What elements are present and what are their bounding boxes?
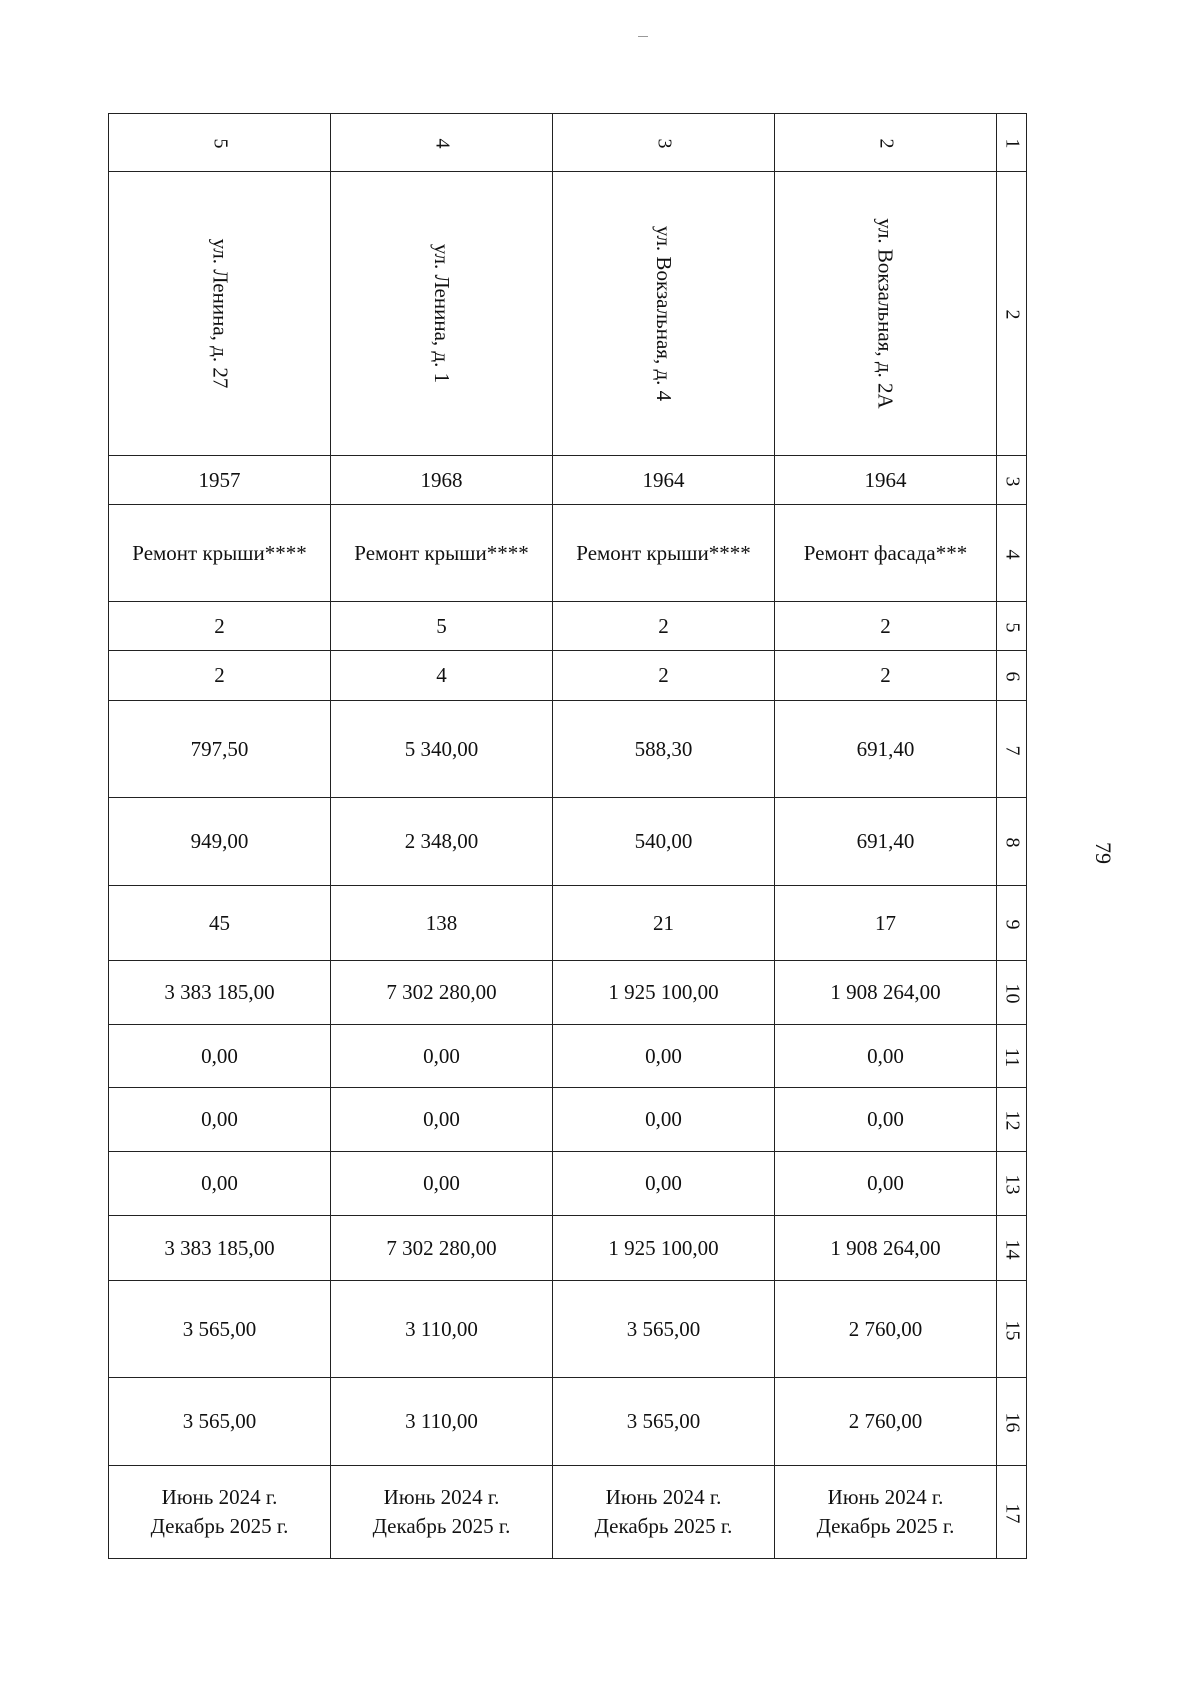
table-cell: 0,00: [331, 1088, 553, 1152]
rotated-text: ул. Ленина, д. 1: [429, 243, 454, 384]
table-cell: 7 302 280,00: [331, 961, 553, 1025]
table-cell: Ремонт крыши****: [331, 505, 553, 602]
table-row: [109, 701, 1027, 798]
column-number: [997, 1281, 1027, 1378]
column-number-label: 5: [1001, 622, 1023, 632]
repair-table: [108, 113, 1027, 1559]
column-number: [997, 1466, 1027, 1559]
table-cell: 2: [109, 651, 331, 701]
table-cell: 797,50: [109, 701, 331, 798]
table-cell: 5 340,00: [331, 701, 553, 798]
table-cell: 2 348,00: [331, 798, 553, 886]
cell-line: Июнь 2024 г.: [161, 1485, 278, 1509]
column-number: [997, 1152, 1027, 1216]
table-cell: [331, 114, 553, 172]
table-cell: 0,00: [775, 1152, 997, 1216]
table-cell: 3 565,00: [553, 1378, 775, 1466]
table-cell: 2: [775, 651, 997, 701]
scan-mark: [638, 36, 648, 37]
column-number: [997, 1088, 1027, 1152]
table-cell: 2 760,00: [775, 1281, 997, 1378]
table-row: [109, 1088, 1027, 1152]
table-cell: 5: [331, 602, 553, 651]
table-cell: 3 383 185,00: [109, 1216, 331, 1281]
cell-line: Июнь 2024 г.: [383, 1485, 500, 1509]
page-number: 79: [1091, 842, 1116, 864]
table-cell: [331, 172, 553, 456]
table-row: [109, 651, 1027, 701]
column-number-label: 9: [1001, 919, 1023, 929]
column-number-label: 15: [1001, 1320, 1023, 1340]
table-cell: 3 565,00: [109, 1281, 331, 1378]
table-cell: 2: [553, 602, 775, 651]
column-number: [997, 798, 1027, 886]
table-cell: 3 565,00: [109, 1378, 331, 1466]
column-number-label: 13: [1001, 1174, 1023, 1195]
rotated-text: ул. Ленина, д. 27: [207, 238, 232, 389]
column-number: [997, 1025, 1027, 1088]
cell-line: Июнь 2024 г.: [605, 1485, 722, 1509]
table-cell: 0,00: [775, 1088, 997, 1152]
rotated-text: 4: [431, 138, 453, 149]
column-number-label: 10: [1001, 983, 1023, 1004]
table-cell: 7 302 280,00: [331, 1216, 553, 1281]
table-cell: 0,00: [109, 1152, 331, 1216]
table-cell: 0,00: [109, 1088, 331, 1152]
table-row: [109, 1378, 1027, 1466]
table-cell: 3 565,00: [553, 1281, 775, 1378]
column-number: [997, 114, 1027, 172]
table-cell: [775, 1466, 997, 1559]
table-row: [109, 798, 1027, 886]
column-number-label: 8: [1001, 837, 1023, 848]
table-cell: 691,40: [775, 798, 997, 886]
table-cell: 1 908 264,00: [775, 1216, 997, 1281]
table-cell: 138: [331, 886, 553, 961]
column-number-label: 2: [1001, 309, 1023, 320]
column-number-label: 11: [1000, 1047, 1023, 1067]
table-cell: 0,00: [553, 1025, 775, 1088]
table-cell: Ремонт крыши****: [109, 505, 331, 602]
table-cell: 45: [109, 886, 331, 961]
table-cell: 0,00: [331, 1025, 553, 1088]
column-number-label: 1: [1001, 138, 1023, 149]
table-cell: 540,00: [553, 798, 775, 886]
table-cell: Ремонт фасада***: [775, 505, 997, 602]
table-cell: 1968: [331, 456, 553, 505]
rotated-text: 2: [875, 138, 897, 149]
column-number-label: 14: [1001, 1239, 1023, 1259]
column-number: [997, 651, 1027, 701]
table-cell: 2: [553, 651, 775, 701]
column-number: [997, 886, 1027, 961]
table-cell: 1 925 100,00: [553, 961, 775, 1025]
column-number: [997, 172, 1027, 456]
column-number-label: 17: [1001, 1503, 1023, 1523]
column-number-label: 16: [1001, 1412, 1023, 1433]
rotated-text: ул. Вокзальная, д. 2А: [873, 218, 898, 409]
table-cell: 0,00: [775, 1025, 997, 1088]
column-number: [997, 602, 1027, 651]
table-cell: 1957: [109, 456, 331, 505]
rotated-text: ул. Вокзальная, д. 4: [652, 225, 676, 402]
table-row: [109, 961, 1027, 1025]
table-cell: 4: [331, 651, 553, 701]
table-cell: 1964: [553, 456, 775, 505]
column-number-label: 7: [1001, 745, 1023, 755]
column-number: [997, 961, 1027, 1025]
table-cell: 1 908 264,00: [775, 961, 997, 1025]
cell-line: Декабрь 2025 г.: [150, 1514, 289, 1538]
table-cell: [331, 1466, 553, 1559]
column-number: [997, 701, 1027, 798]
table-body: [109, 114, 1027, 1559]
cell-line: Декабрь 2025 г.: [594, 1514, 733, 1538]
table-cell: [553, 1466, 775, 1559]
column-number-label: 4: [1001, 549, 1023, 559]
table-row: [109, 1152, 1027, 1216]
table-cell: [109, 1466, 331, 1559]
table-cell: 3 110,00: [331, 1378, 553, 1466]
table-cell: 949,00: [109, 798, 331, 886]
table-cell: 588,30: [553, 701, 775, 798]
table-cell: 21: [553, 886, 775, 961]
table-row: [109, 602, 1027, 651]
table-cell: [775, 114, 997, 172]
table-cell: 2: [775, 602, 997, 651]
table-cell: 2 760,00: [775, 1378, 997, 1466]
column-number: [997, 1378, 1027, 1466]
table-cell: [553, 114, 775, 172]
table-row: [109, 1025, 1027, 1088]
cell-line: Декабрь 2025 г.: [372, 1514, 511, 1538]
column-number-label: 3: [1001, 476, 1023, 486]
rotated-text: 5: [209, 138, 231, 149]
table-row: [109, 1216, 1027, 1281]
column-number: [997, 456, 1027, 505]
table-row: [109, 1466, 1027, 1559]
cell-line: Июнь 2024 г.: [827, 1485, 944, 1509]
table-cell: 3 110,00: [331, 1281, 553, 1378]
table-cell: 1964: [775, 456, 997, 505]
table-cell: 1 925 100,00: [553, 1216, 775, 1281]
table-cell: 3 383 185,00: [109, 961, 331, 1025]
table-cell: [109, 172, 331, 456]
rotated-text: 3: [653, 138, 675, 149]
table-row: [109, 1281, 1027, 1378]
table-cell: 0,00: [109, 1025, 331, 1088]
table-cell: 0,00: [553, 1088, 775, 1152]
table-cell: 17: [775, 886, 997, 961]
table-row: [109, 172, 1027, 456]
table-row: [109, 505, 1027, 602]
column-number: [997, 505, 1027, 602]
table-cell: [553, 172, 775, 456]
column-number: [997, 1216, 1027, 1281]
cell-line: Декабрь 2025 г.: [816, 1514, 955, 1538]
table-cell: 0,00: [331, 1152, 553, 1216]
table-row: [109, 114, 1027, 172]
column-number-label: 6: [1001, 671, 1023, 682]
table-cell: [109, 114, 331, 172]
table-row: [109, 456, 1027, 505]
table-row: [109, 886, 1027, 961]
column-number-label: 12: [1001, 1110, 1023, 1131]
table-cell: 691,40: [775, 701, 997, 798]
table-cell: 2: [109, 602, 331, 651]
table-cell: [775, 172, 997, 456]
table-cell: 0,00: [553, 1152, 775, 1216]
table-cell: Ремонт крыши****: [553, 505, 775, 602]
